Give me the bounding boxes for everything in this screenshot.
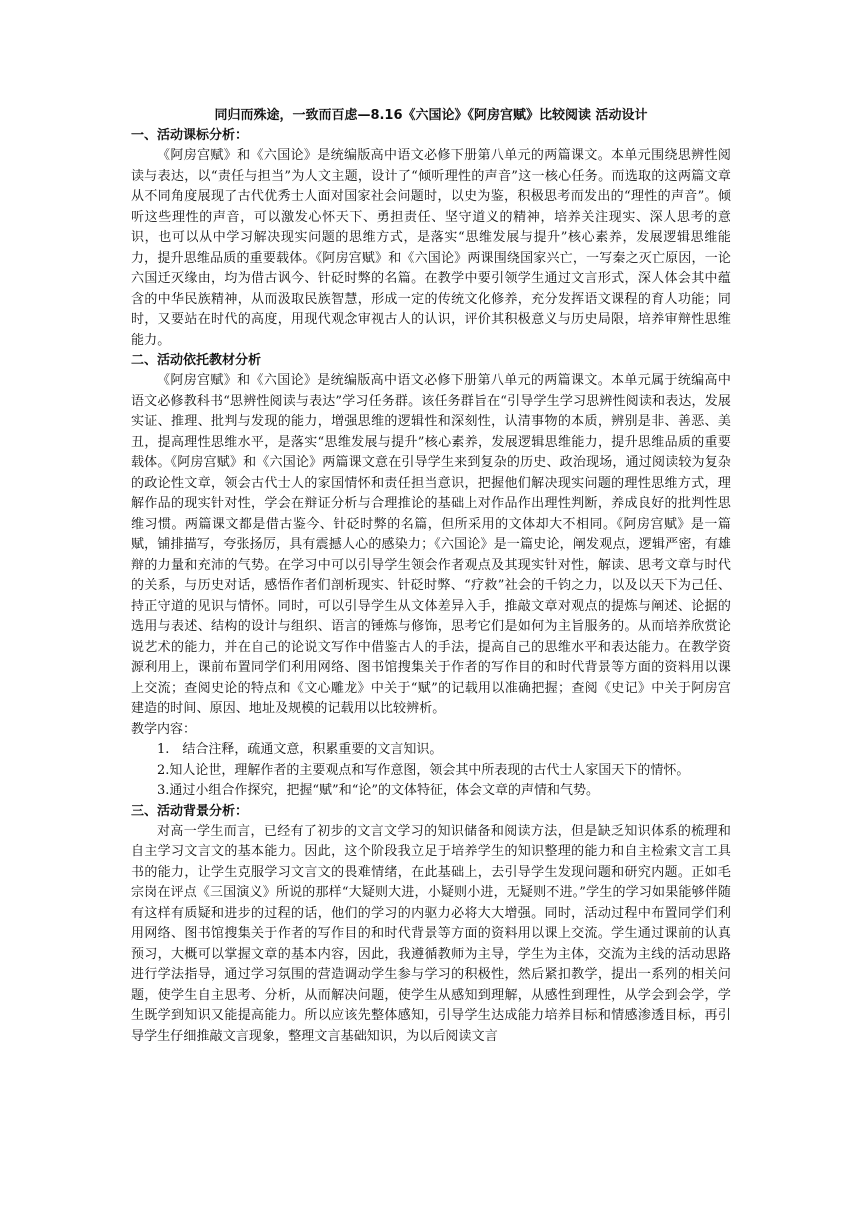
section-heading-2: 二、活动依托教材分析 [131,353,262,368]
teaching-item-2: 2.知人论世，理解作者的主要观点和写作意图，领会其中所表现的古代士人家国天下的情怀。 [157,762,690,778]
document-title: 同归而殊途，一致而百虑—8.16《六国论》《阿房宫赋》比较阅读 活动设计 [214,108,648,123]
section-paragraph-1: 《阿房宫赋》和《六国论》是统编版高中语文必修下册第八单元的两篇课文。本单元围绕思辨性阅读与表达，以“责任与担当”为人文主题，设计了“倾听理性的声音”这一核心任务。而选取的这两篇文章从不同角度展现了古代优秀士人面对国家社会问题时，以史为鉴，积极思考而发出的“理性的声音”。倾听这些理性的声音，可以激发心怀天下、勇担责任、坚守道义的精神，培养关注现实、深人思考的意识，也可以从中学习解决现实问题的思维方式，是落实“思维发展与提升”核心素养，发展逻辑思维能力，提升思维品质的重要载体。《阿房宫赋》和《六国论》两课围绕国家兴亡，一写秦之灭亡原因，一论六国迁灭缘由，均为借古讽今、针砭时弊的名篇。在教学中要引领学生通过文言形式，深人体会其中蕴含的中华民族精神，从而汲取民族智慧，形成一定的传统文化修养，充分发挥语文课程的育人功能；同时，又要站在时代的高度，用现代观念审视古人的认识，评价其积极意义与历史局限，培养审辩性思维能力。 [131,148,731,348]
teaching-item-3: 3.通过小组合作探究，把握“赋”和“论”的文体特征，体会文章的声情和气势。 [157,783,599,798]
teaching-item-1: 1. 结合注释，疏通文意，积累重要的文言知识。 [157,742,443,757]
section-paragraph-2: 《阿房宫赋》和《六国论》是统编版高中语文必修下册第八单元的两篇课文。本单元属于统编高中语文必修教科书“思辨性阅读与表达”学习任务群。该任务群旨在“引导学生学习思辨性阅读和表达，发展实证、推理、批判与发现的能力，增强思维的逻辑性和深刻性，认清事物的本质，辨别是非、善恶、美丑，提高理性思维水平，是落实“思维发展与提升”核心素养，发展逻辑思维能力，提升思维品质的重要载体。《阿房宫赋》和《六国论》两篇课文意在引导学生来到复杂的历史、政治现场，通过阅读较为复杂的政论性文章，领会古代士人的家国情怀和责任担当意识，把握他们解决现实问题的理性思维方式，理解作品的现实针对性，学会在辩证分析与合理推论的基础上对作品作出理性判断，养成良好的批判性思维习惯。两篇课文都是借古鉴今、针砭时弊的名篇，但所采用的文体却大不相同。《阿房宫赋》是一篇赋，铺排描写，夸张扬厉，具有震撼人心的感染力；《六国论》是一篇史论，阐发观点，逻辑严密，有雄辩的力量和充沛的气势。在学习中可以引导学生领会作者观点及其现实针对性，解读、思考文章与时代的关系，与历史对话，感悟作者们剖析现实、针砭时弊、“疗救”社会的千钧之力，以及以天下为己任、持正守道的见识与情怀。同时，可以引导学生从文体差异入手，推敲文章对观点的提炼与阐述、论据的选用与表述、结构的设计与组织、语言的锤炼与修饰，思考它们是如何为主旨服务的。从而培养欣赏论说艺术的能力，并在自己的论说文写作中借鉴古人的手法，提高自己的思维水平和表达能力。在教学资源利用上，课前布置同学们利用网络、图书馆搜集关于作者的写作目的和时代背景等方面的资料用以课上交流；查阅史论的特点和《文心雕龙》中关于“赋”的记载用以准确把握；查阅《史记》中关于阿房宫建造的时间、原因、地址及规模的记载用以比较辨析。 [131,373,731,716]
section-paragraph-3: 对高一学生而言，已经有了初步的文言文学习的知识储备和阅读方法，但是缺乏知识体系的梳理和自主学习文言文的基本能力。因此，这个阶段我立足于培养学生的知识整理的能力和自主检索文言工具书的能力，让学生克服学习文言文的畏难情绪，在此基础上，去引导学生发现问题和研究内题。正如毛宗岗在评点《三国演义》所说的那样“大疑则大进，小疑则小进，无疑则不进。”学生的学习如果能够伴随有这样有质疑和进步的过程的话，他们的学习的内驱力必将大大增强。同时，活动过程中布置同学们利用网络、图书馆搜集关于作者的写作目的和时代背景等方面的资料用以课上交流。学生通过课前的认真预习，大概可以掌握文章的基本内容，因此，我遵循教师为主导，学生为主体，交流为主线的活动思路进行学法指导，通过学习氛围的营造调动学生参与学习的积极性，然后紧扣教学，提出一系列的相关问题，使学生自主思考、分析，从而解决问题，使学生从感知到理解，从感性到理性，从学会到会学，学生既学到知识又能提高能力。所以应该先整体感知，引导学生达成能力培养目标和情感渗透目标，再引导学生仔细推敲文言现象，整理文言基础知识，为以后阅读文言 [131,823,731,1044]
section-heading-3: 三、活动背景分析： [131,803,249,819]
teaching-content-label: 教学内容： [131,721,197,737]
document-body [131,106,731,1047]
section-heading-1: 一、活动课标分析： [131,128,249,143]
